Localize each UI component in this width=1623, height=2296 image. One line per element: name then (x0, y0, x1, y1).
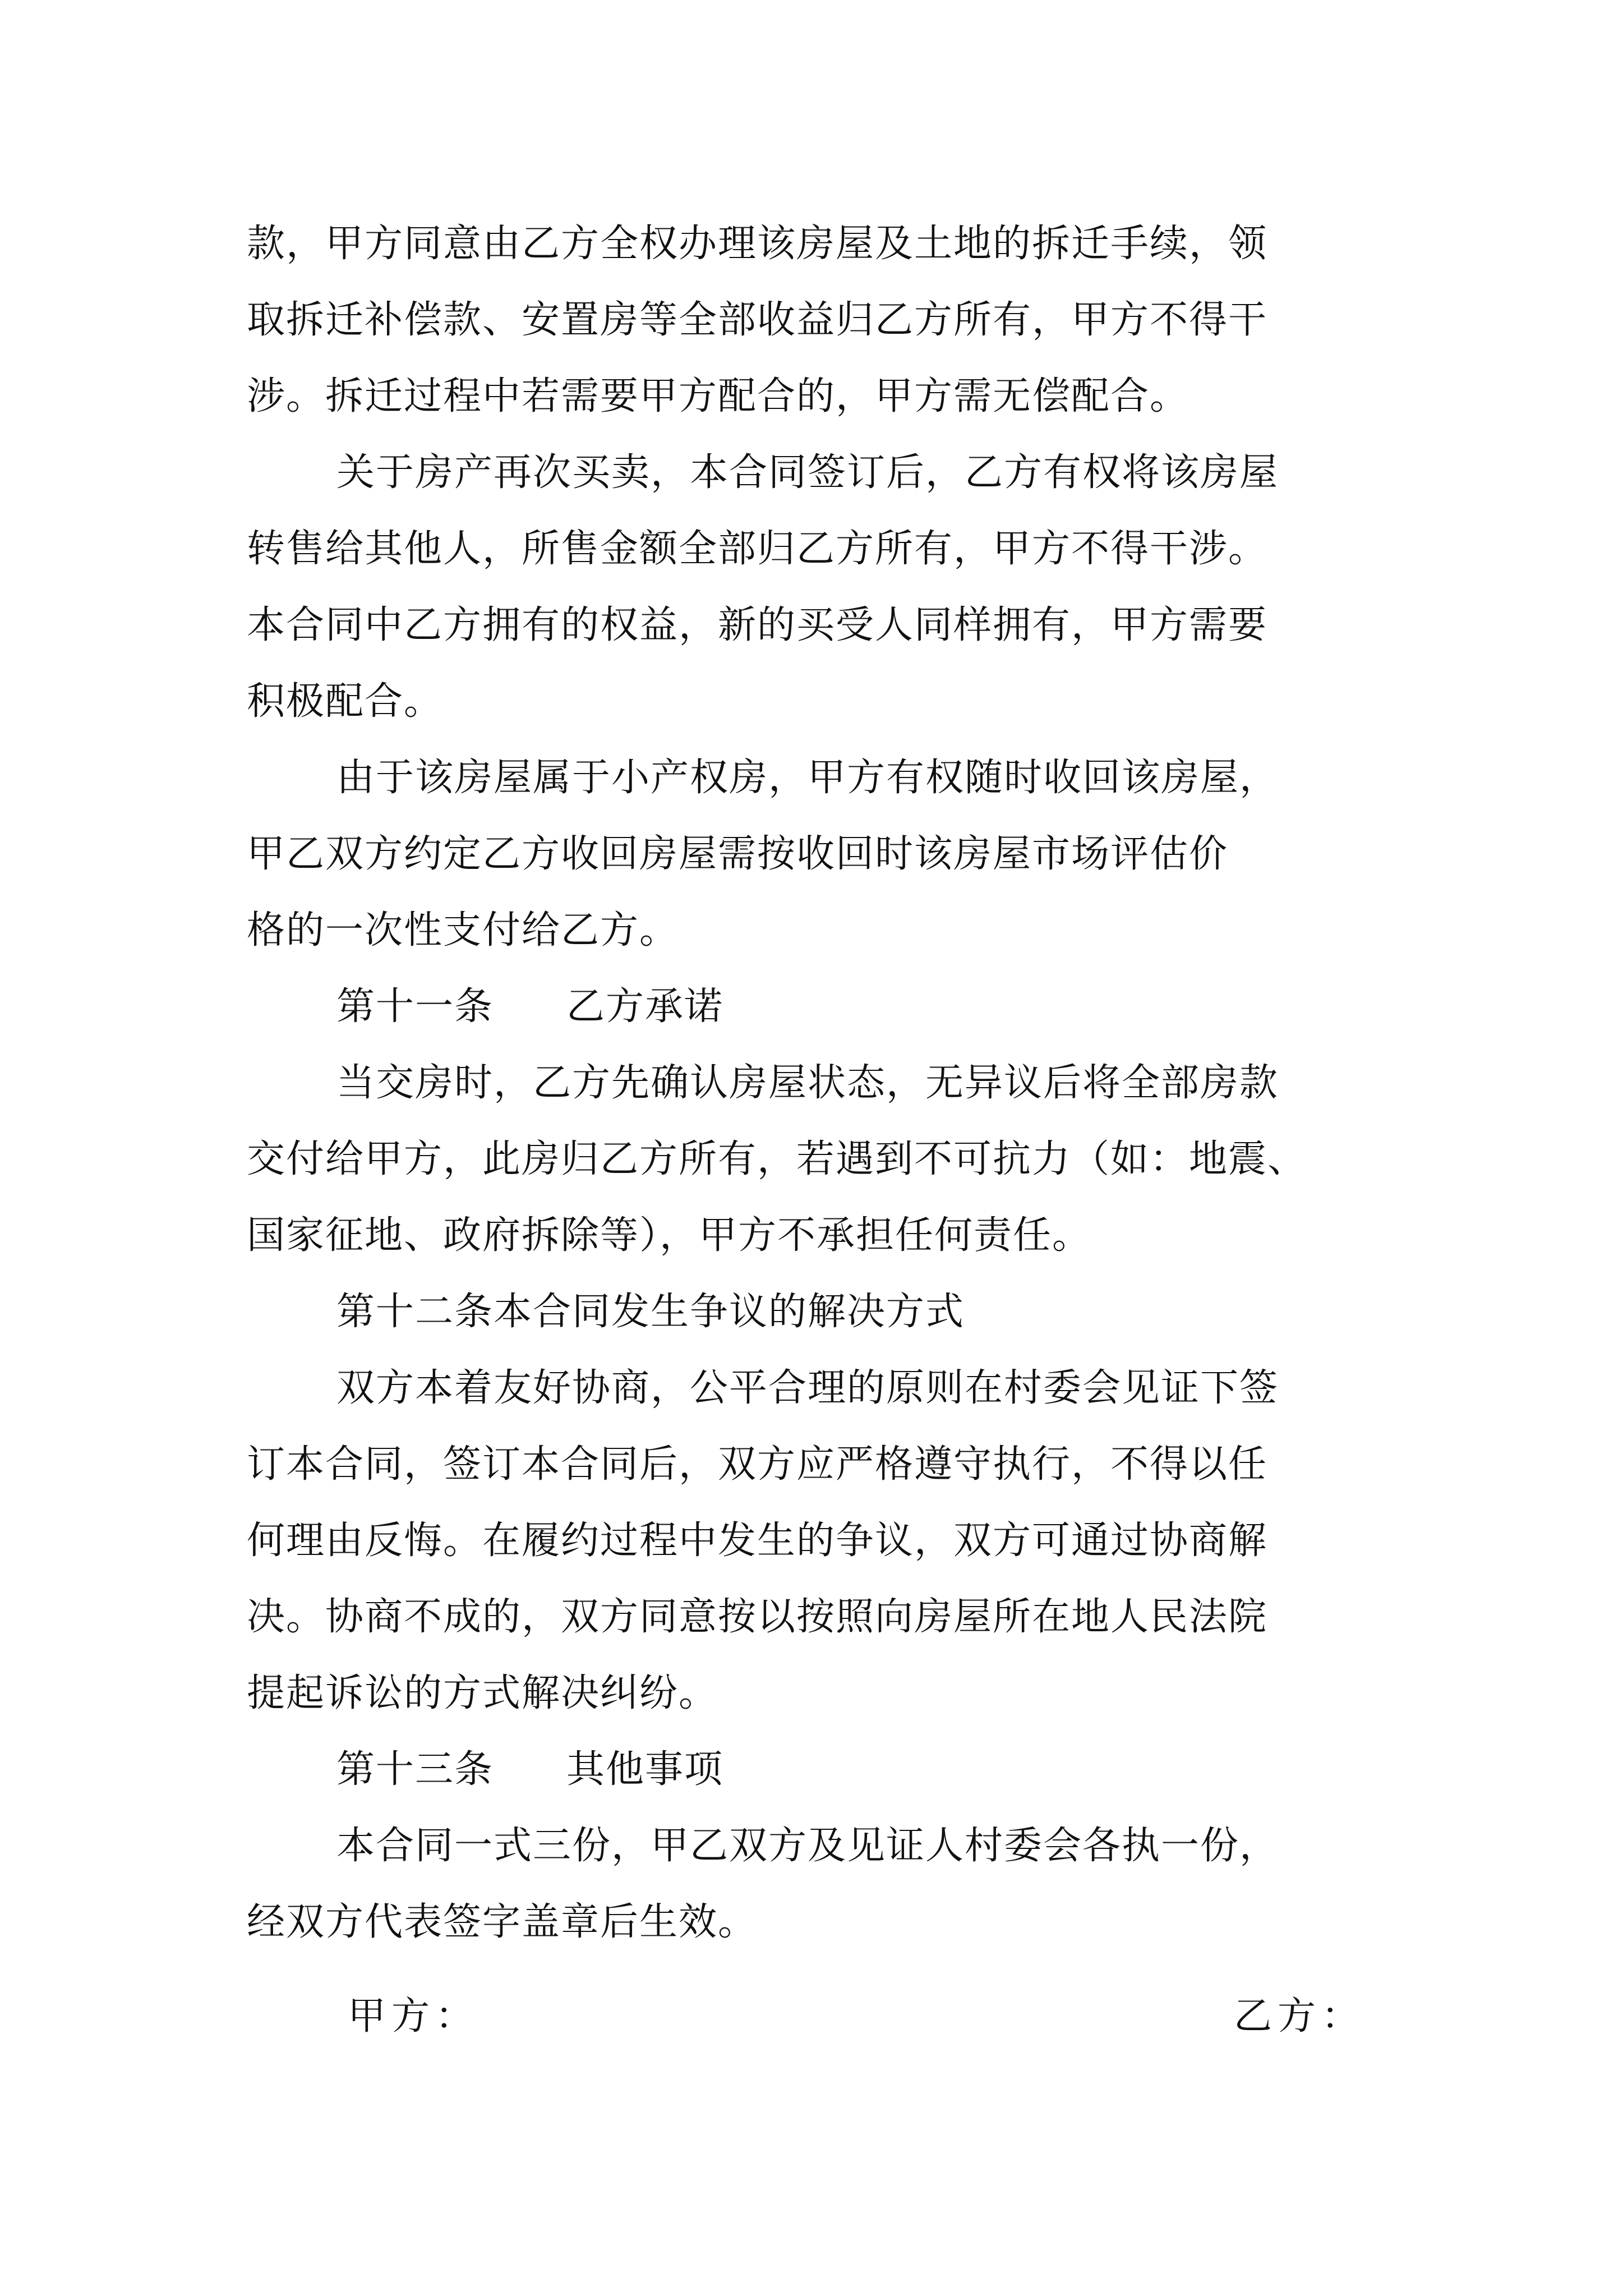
body-line: 涉。拆迁过程中若需要甲方配合的，甲方需无偿配合。 (247, 374, 1189, 418)
article-11-heading (336, 976, 1475, 1038)
paragraph-start-line: 关于房产再次买卖，本合同签订后，乙方有权将该房屋 (336, 450, 1279, 495)
paragraph-start-line: 当交房时，乙方先确认房屋状态，无异议后将全部房款 (336, 1061, 1279, 1105)
body-line: 决。协商不成的，双方同意按以按照向房屋所在地人民法院 (247, 1595, 1268, 1639)
body-line: 格的一次性支付给乙方。 (247, 908, 679, 953)
body-line: 交付给甲方，此房归乙方所有，若遇到不可抗力（如：地震、 (247, 1137, 1307, 1181)
article-12-heading: 第十二条本合同发生争议的解决方式 (336, 1290, 965, 1334)
body-line: 提起诉讼的方式解决纠纷。 (247, 1671, 718, 1715)
paragraph-start-line: 由于该房屋属于小产权房，甲方有权随时收回该房屋， (336, 756, 1279, 800)
body-line: 经双方代表签字盖章后生效。 (247, 1900, 758, 1944)
party-a-signature-label: 甲方： (348, 1994, 479, 2039)
article-number: 第十三条 (336, 1747, 494, 1792)
body-line: 积极配合。 (247, 679, 444, 724)
party-b-signature-label: 乙方： (1234, 1994, 1366, 2039)
body-line: 本合同中乙方拥有的权益，新的买受人同样拥有，甲方需要 (247, 603, 1268, 647)
body-line: 订本合同，签订本合同后，双方应严格遵守执行，不得以任 (247, 1442, 1268, 1487)
body-line: 款，甲方同意由乙方全权办理该房屋及土地的拆迁手续，领 (247, 222, 1268, 266)
article-13-heading (336, 1739, 1475, 1801)
body-line: 甲乙双方约定乙方收回房屋需按收回时该房屋市场评估价 (247, 832, 1229, 876)
article-number: 第十一条 (336, 984, 494, 1029)
article-title: 乙方承诺 (566, 984, 724, 1029)
body-line: 取拆迁补偿款、安置房等全部收益归乙方所有，甲方不得干 (247, 298, 1268, 342)
body-line: 转售给其他人，所售金额全部归乙方所有，甲方不得干涉。 (247, 527, 1268, 571)
body-line: 何理由反悔。在履约过程中发生的争议，双方可通过协商解 (247, 1519, 1268, 1563)
paragraph-start-line: 本合同一式三份，甲乙双方及见证人村委会各执一份， (336, 1824, 1279, 1868)
body-line: 国家征地、政府拆除等），甲方不承担任何责任。 (247, 1213, 1092, 1258)
paragraph-start-line: 双方本着友好协商，公平合理的原则在村委会见证下签 (336, 1366, 1279, 1410)
article-title: 其他事项 (566, 1747, 724, 1792)
